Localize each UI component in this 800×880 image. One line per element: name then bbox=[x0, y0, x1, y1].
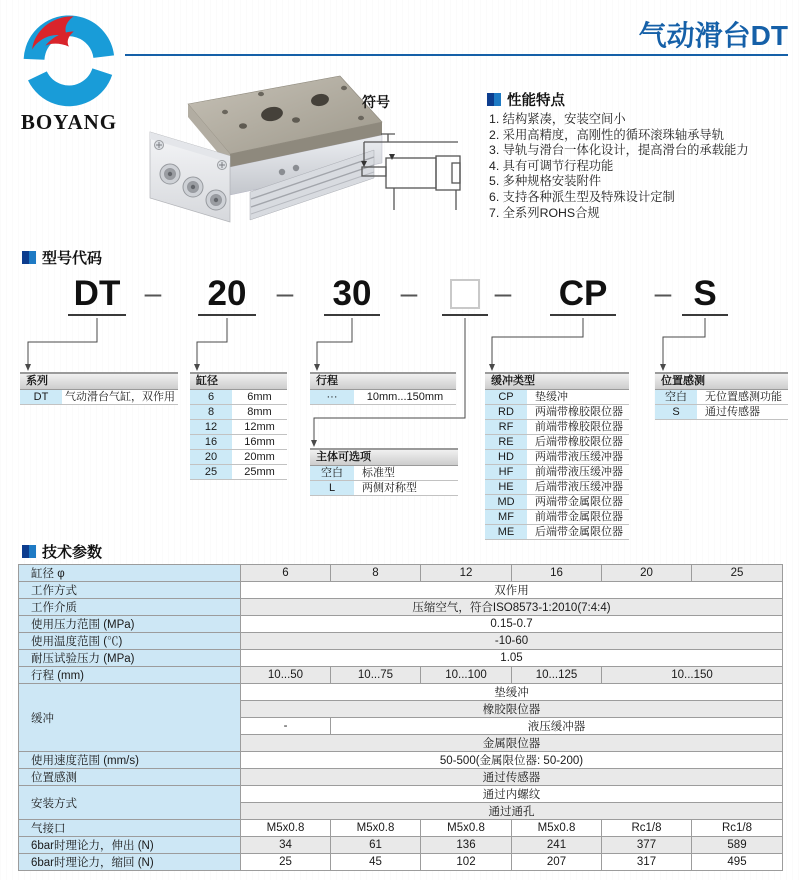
table-row: 通过通孔 bbox=[19, 803, 783, 820]
brand-name: BOYANG bbox=[20, 110, 118, 134]
tech-parameters-table bbox=[18, 564, 783, 871]
code-segment-stroke: 30 bbox=[324, 274, 380, 316]
tech-title: 技术参数 bbox=[42, 544, 103, 561]
bore-table bbox=[190, 372, 287, 480]
table-row: 工作方式 双作用 bbox=[19, 582, 783, 599]
table-row: MF 前端带金属限位器 bbox=[485, 510, 629, 525]
table-row: 25 25mm bbox=[190, 465, 287, 480]
table-row: 金属限位器 bbox=[19, 735, 783, 752]
feature-item: 3. 导轨与滑台一体化设计，提高滑台的承载能力 bbox=[489, 143, 749, 158]
page-title: 气动滑台DT bbox=[638, 20, 788, 51]
code-segment-bore: 20 bbox=[198, 274, 256, 316]
code-dash: – bbox=[654, 277, 672, 310]
table-row: 安装方式 通过内螺纹 bbox=[19, 786, 783, 803]
cushion-type-table-header: 缓冲类型 bbox=[485, 372, 629, 390]
table-row: DT 气动滑台气缸，双作用 bbox=[20, 390, 178, 405]
table-row: 使用温度范围 (℃) -10-60 bbox=[19, 633, 783, 650]
table-row: RD 两端带橡胶限位器 bbox=[485, 405, 629, 420]
table-row: 使用速度范围 (mm/s) 50-500(金属限位器: 50-200) bbox=[19, 752, 783, 769]
feature-item: 7. 全系列ROHS合规 bbox=[489, 205, 600, 220]
table-row: 工作介质 压缩空气，符合ISO8573-1:2010(7:4:4) bbox=[19, 599, 783, 616]
table-row: CP 垫缓冲 bbox=[485, 390, 629, 405]
table-row: 6 6mm bbox=[190, 390, 287, 405]
code-segment-sensing: S bbox=[682, 274, 728, 316]
stroke-table-header: 行程 bbox=[310, 372, 456, 390]
table-row: 位置感测 通过传感器 bbox=[19, 769, 783, 786]
code-dash: – bbox=[400, 277, 418, 310]
table-row: MD 两端带金属限位器 bbox=[485, 495, 629, 510]
table-row: L 两侧对称型 bbox=[310, 481, 458, 496]
sensing-table bbox=[655, 372, 788, 420]
feature-item: 2. 采用高精度，高刚性的循环滚珠轴承导轨 bbox=[489, 127, 725, 142]
table-row: 8 8mm bbox=[190, 405, 287, 420]
features-section-icon bbox=[487, 93, 501, 106]
table-row: RF 前端带橡胶限位器 bbox=[485, 420, 629, 435]
stroke-table bbox=[310, 372, 456, 405]
cushion-type-table bbox=[485, 372, 629, 540]
table-row: 空白 无位置感测功能 bbox=[655, 390, 788, 405]
feature-item: 4. 具有可调节行程功能 bbox=[489, 158, 614, 173]
table-row: ME 后端带金属限位器 bbox=[485, 525, 629, 540]
bore-table-header: 缸径 bbox=[190, 372, 287, 390]
boyang-logo-icon bbox=[16, 6, 122, 110]
table-row: 20 20mm bbox=[190, 450, 287, 465]
table-row: RE 后端带橡胶限位器 bbox=[485, 435, 629, 450]
table-row: ··· 10mm...150mm bbox=[310, 390, 456, 405]
sensing-table-header: 位置感测 bbox=[655, 372, 788, 390]
table-row: HD 两端带液压缓冲器 bbox=[485, 450, 629, 465]
table-row: 橡胶限位器 bbox=[19, 701, 783, 718]
model-code-title: 型号代码 bbox=[42, 250, 103, 267]
table-row: HE 后端带液压缓冲器 bbox=[485, 480, 629, 495]
tech-section-icon bbox=[22, 545, 36, 558]
table-row: 耐压试验压力 (MPa) 1.05 bbox=[19, 650, 783, 667]
feature-item: 6. 支持各种派生型及特殊设计定制 bbox=[489, 189, 675, 204]
table-row: 6bar时理论力，缩回 (N) 25 45 102 207 317 495 bbox=[19, 854, 783, 871]
table-row: 12 12mm bbox=[190, 420, 287, 435]
table-row: 空白 标准型 bbox=[310, 466, 458, 481]
blank-code-box bbox=[450, 279, 480, 309]
feature-item: 5. 多种规格安装附件 bbox=[489, 174, 602, 189]
body-option-table bbox=[310, 448, 458, 496]
table-row: 缓冲 垫缓冲 bbox=[19, 684, 783, 701]
table-row: 6bar时理论力，伸出 (N) 34 61 136 241 377 589 bbox=[19, 837, 783, 854]
table-row: HF 前端带液压缓冲器 bbox=[485, 465, 629, 480]
code-segment-cushion: CP bbox=[550, 274, 616, 316]
table-row: 缸径 φ 6 8 12 16 20 25 bbox=[19, 565, 783, 582]
code-dash: – bbox=[494, 277, 512, 310]
body-option-table-header: 主体可选项 bbox=[310, 448, 458, 466]
pneumatic-symbol bbox=[354, 112, 482, 230]
header-divider bbox=[125, 54, 788, 56]
features-title: 性能特点 bbox=[507, 93, 565, 109]
table-row: 行程 (mm) 10...50 10...75 10...100 10...125 10...150 bbox=[19, 667, 783, 684]
code-dash: – bbox=[144, 277, 162, 310]
table-row: - 液压缓冲器 bbox=[19, 718, 783, 735]
table-row: 使用压力范围 (MPa) 0.15-0.7 bbox=[19, 616, 783, 633]
product-photo bbox=[130, 68, 388, 236]
symbol-label: 符号 bbox=[362, 94, 390, 110]
code-segment-body-option bbox=[442, 274, 488, 316]
series-table bbox=[20, 372, 178, 405]
feature-item: 1. 结构紧凑，安装空间小 bbox=[489, 112, 626, 126]
table-row: S 通过传感器 bbox=[655, 405, 788, 420]
table-row: 16 16mm bbox=[190, 435, 287, 450]
model-code-section-icon bbox=[22, 251, 36, 264]
table-row: 气接口 M5x0.8 M5x0.8 M5x0.8 M5x0.8 Rc1/8 Rc1/8 bbox=[19, 820, 783, 837]
features-list bbox=[489, 112, 791, 221]
code-segment-series: DT bbox=[68, 274, 126, 316]
series-table-header: 系列 bbox=[20, 372, 178, 390]
code-dash: – bbox=[276, 277, 294, 310]
